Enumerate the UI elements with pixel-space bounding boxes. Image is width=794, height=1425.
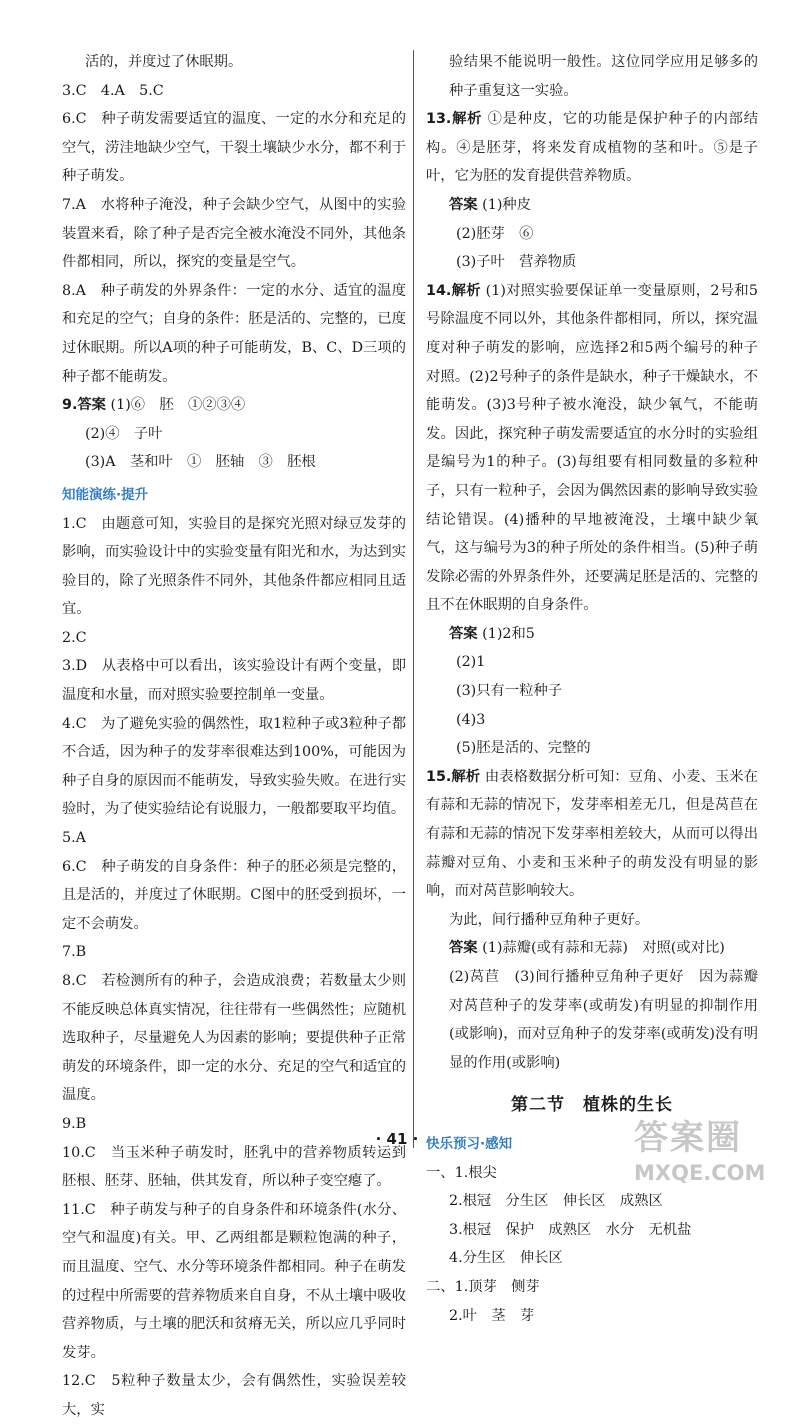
answer-item: 7.B bbox=[62, 944, 87, 961]
answer-line: 4.分生区 伸长区 bbox=[449, 1250, 563, 1267]
answer-label: 答案 bbox=[77, 397, 106, 414]
answer-item: 8.A 种子萌发的外界条件：一定的水分、适宜的温度和充足的空气；自身的条件：胚是活的、完整的，已度过休眠期。所以A项的种子可能萌发，B、C、D三项的种子都不能萌发。 bbox=[62, 282, 406, 385]
answer-line: 验结果不能说明一般性。这位同学应用足够多的种子重复这一实验。 bbox=[449, 54, 758, 99]
answer-item: 3.D 从表格中可以看出，该实验设计有两个变量，即温度和水量，而对照实验要控制单一变量。 bbox=[62, 658, 406, 704]
answer-line: 3.根冠 保护 成熟区 水分 无机盐 bbox=[449, 1221, 692, 1238]
answer-text: (1)2和5 bbox=[482, 625, 535, 642]
answer-item: 11.C 种子萌发与种子的自身条件和环境条件(水分、空气和温度)有关。甲、乙两组都是颗粒饱满的种子，而且温度、空气、水分等环境条件都相同。种子在萌发的过程中所需要的营养物质来自自身，不从土壤中吸收营养物质，与土壤的肥沃和贫瘠无关，所以应几乎同时发芽。 bbox=[62, 1201, 406, 1361]
answer-item: 1.C 由题意可知，实验目的是探究光照对绿豆发芽的影响，而实验设计中的实验变量有阳光和水，为达到实验目的，除了光照条件不同外，其他条件都应相同且适宜。 bbox=[62, 515, 406, 618]
answer-item: 8.C 若检测所有的种子，会造成浪费；若数量太少则不能反映总体真实情况，往往带有一些偶然性；应随机选取种子，尽量避免人为因素的影响；要提供种子正常萌发的环境条件，即一定的水分、充足的空气和适宜的温度。 bbox=[62, 973, 406, 1104]
answer-text: (1)种皮 bbox=[482, 196, 531, 213]
section-heading: 知能演练·提升 bbox=[62, 486, 149, 503]
analysis-text: (1)对照实验要保证单一变量原则，2号和5号除温度不同以外，其他条件都相同，所以，探究温度对种子萌发的影响，应选择2和5两个编号的种子对照。(2)2号种子的条件是缺水，种子干燥缺水，不能萌发。(3)3号种子被水淹没，缺少氧气，不能萌发。因此，探究种子萌发需要适宜的水分时的实验组是编号为1的种子。(3)每组要有相同数量的多粒种子，只有一粒种子，会因为偶然因素的影响导致实验结论错误。(4)播种的早地被淹没，土壤中缺少氧气，这与编号为3的种子所处的条件相当。(5)种子萌发除必需的外界条件外，还要满足胚是活的、完整的且不在休眠期的自身条件。 bbox=[426, 282, 759, 614]
answer-label: 答案 bbox=[449, 940, 478, 957]
watermark-logo: 答案圈 bbox=[634, 1118, 742, 1158]
answer-line: (3)A 茎和叶 ① 胚轴 ③ 胚根 bbox=[85, 454, 316, 471]
page-number: · 41 · bbox=[375, 1130, 419, 1148]
answer-item bbox=[426, 763, 758, 906]
analysis-text: 由表格数据分析可知：豆角、小麦、玉米在有蒜和无蒜的情况下，发芽率相差无几，但是莴苣在有蒜和无蒜的情况下发芽率相差较大，从而可以得出蒜瓣对豆角、小麦和玉米种子的萌发没有明显的影响，而对莴苣影响较大。 bbox=[426, 768, 759, 900]
answer-line: 一、1.根尖 bbox=[426, 1164, 497, 1181]
answer-line: 二、1.顶芽 侧芽 bbox=[426, 1278, 540, 1295]
answer-item: 6.C 种子萌发的自身条件：种子的胚必须是完整的，且是活的，并度过了休眠期。C图中的胚受到损坏，一定不会萌发。 bbox=[62, 858, 406, 932]
answer-line: 活的，并度过了休眠期。 bbox=[85, 54, 243, 70]
answer-line: (5)胚是活的、完整的 bbox=[456, 740, 591, 757]
answer-label: 答案 bbox=[449, 625, 478, 642]
answer-item: 6.C 种子萌发需要适宜的温度、一定的水分和充足的空气，涝洼地缺少空气，干裂土壤缺少水分，都不利于种子萌发。 bbox=[62, 111, 406, 185]
answer-line: 3.C 4.A 5.C bbox=[62, 82, 164, 99]
answer-text: (1)蒜瓣(或有蒜和无蒜) 对照(或对比) bbox=[482, 940, 725, 957]
question-number: 9. bbox=[62, 397, 78, 414]
answer-item bbox=[426, 277, 758, 620]
chapter-title: 第二节 植株的生长 bbox=[511, 1095, 673, 1116]
answer-item: 9.B bbox=[62, 1115, 87, 1132]
answer-item: 10.C 当玉米种子萌发时，胚乳中的营养物质转运到胚根、胚芽、胚轴，供其发育，所以种子变空瘪了。 bbox=[62, 1144, 406, 1190]
question-number: 15. bbox=[426, 768, 452, 785]
answer-line: (2)胚芽 ⑥ bbox=[456, 225, 534, 242]
analysis-label: 解析 bbox=[451, 111, 483, 128]
answer-text: (1)⑥ 胚 ①②③④ bbox=[110, 397, 246, 414]
analysis-label: 解析 bbox=[451, 282, 481, 299]
answer-line: 2.根冠 分生区 伸长区 成熟区 bbox=[449, 1193, 663, 1210]
left-column bbox=[62, 48, 406, 1425]
answer-item: 4.C 为了避免实验的偶然性，取1粒种子或3粒种子都不合适，因为种子的发芽率很难达到100%，可能因为种子自身的原因而不能萌发，导致实验失败。在进行实验时，为了使实验结论有说服力，一般都要取平均值。 bbox=[62, 715, 406, 818]
analysis-label: 解析 bbox=[451, 768, 481, 785]
question-number: 14. bbox=[426, 282, 452, 299]
answer-line: (4)3 bbox=[456, 711, 486, 728]
answer-line: (2)④ 子叶 bbox=[85, 425, 163, 442]
answer-item: 12.C 5粒种子数量太少，会有偶然性，实验误差较大，实 bbox=[62, 1373, 406, 1418]
watermark bbox=[634, 1110, 784, 1194]
answer-label: 答案 bbox=[449, 196, 478, 213]
answer-line bbox=[426, 191, 758, 220]
answer-line bbox=[426, 934, 758, 963]
answer-item: 2.C bbox=[62, 629, 87, 646]
section-heading: 快乐预习·感知 bbox=[426, 1135, 513, 1152]
answer-line: 2.叶 茎 芽 bbox=[449, 1307, 535, 1324]
answer-item: 5.A bbox=[62, 830, 86, 847]
question-number: 13. bbox=[426, 111, 452, 128]
answer-item: 7.A 水将种子淹没，种子会缺少空气，从图中的实验装置来看，除了种子是否完全被水淹没不同外，其他条件都相同，所以，探究的变量是空气。 bbox=[62, 196, 406, 271]
column-divider bbox=[413, 50, 414, 1148]
answer-line bbox=[426, 620, 758, 649]
answer-line: (2)莴苣 (3)间行播种豆角种子更好 因为蒜瓣对莴苣种子的发芽率(或萌发)有明显的抑制作用(或影响)，而对豆角种子的发芽率(或萌发)没有明显的作用(或影响) bbox=[449, 969, 758, 1071]
analysis-text: ①是种皮，它的功能是保护种子的内部结构。④是胚芽，将来发育成植物的茎和叶。⑤是子叶，它为胚的发育提供营养物质。 bbox=[426, 111, 759, 185]
answer-line: 为此，间行播种豆角种子更好。 bbox=[449, 911, 650, 928]
answer-item bbox=[62, 391, 406, 420]
answer-line: (3)子叶 营养物质 bbox=[456, 254, 577, 271]
answer-item bbox=[426, 105, 758, 191]
answer-line: (2)1 bbox=[456, 654, 486, 671]
answer-line: (3)只有一粒种子 bbox=[456, 683, 563, 700]
watermark-url: MXQE.COM bbox=[634, 1161, 766, 1185]
